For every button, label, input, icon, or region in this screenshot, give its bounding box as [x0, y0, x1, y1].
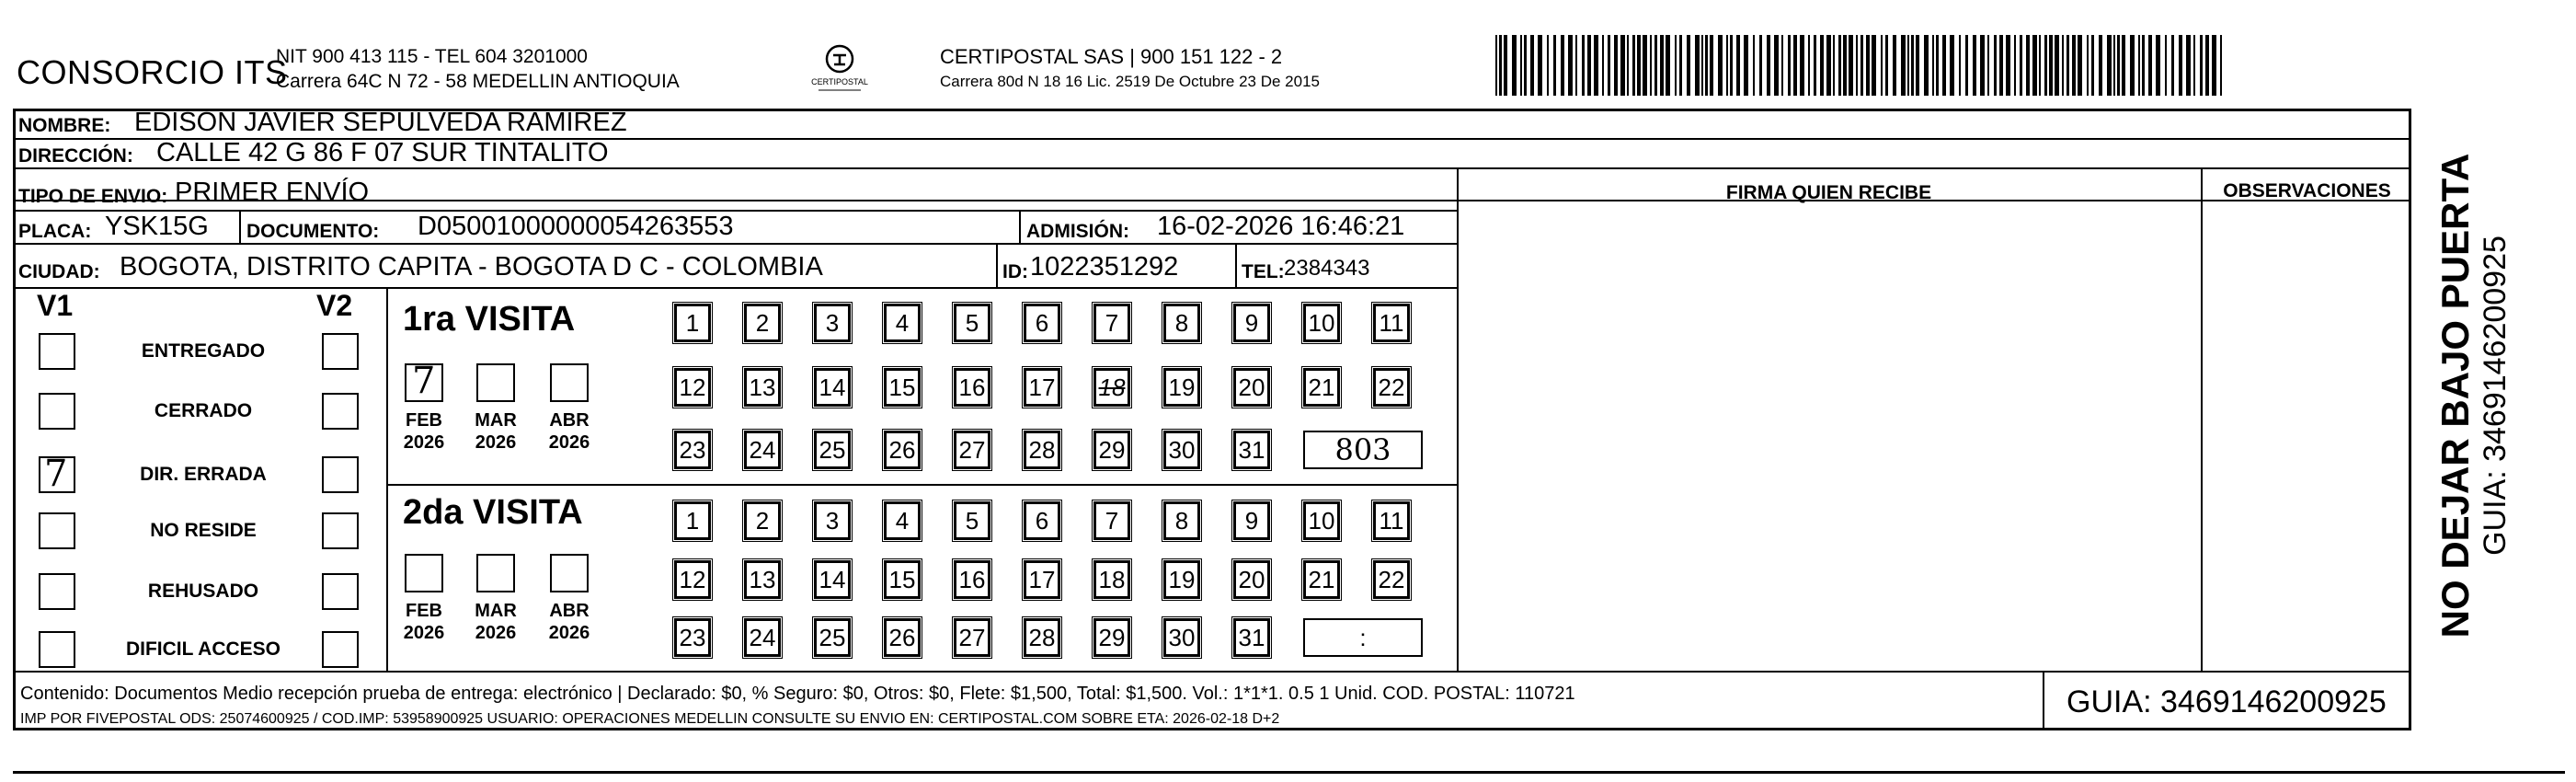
- v1-checkbox[interactable]: [39, 573, 75, 610]
- day-box[interactable]: 24: [744, 618, 781, 657]
- cell-divider: [239, 210, 241, 243]
- status-label: REHUSADO: [147, 581, 259, 602]
- day-box[interactable]: 21: [1303, 560, 1340, 599]
- v2-checkbox[interactable]: [322, 456, 359, 493]
- guia-number: GUIA: 3469146200925: [2067, 684, 2387, 719]
- month-checkbox[interactable]: [550, 363, 589, 402]
- day-box[interactable]: 29: [1093, 431, 1130, 469]
- cell-divider: [996, 243, 998, 287]
- day-box[interactable]: 2: [744, 501, 781, 540]
- day-box[interactable]: 6: [1024, 304, 1060, 342]
- day-box[interactable]: 7: [1093, 304, 1130, 342]
- day-box[interactable]: 9: [1233, 304, 1270, 342]
- status-label: ENTREGADO: [141, 340, 266, 362]
- day-box[interactable]: 23: [674, 431, 711, 469]
- day-box[interactable]: 18: [1093, 368, 1130, 407]
- bottom-edge-line: [13, 771, 2565, 774]
- month-name: MAR: [475, 601, 517, 621]
- tel-value: 2384343: [1284, 256, 1370, 281]
- month-label: [542, 600, 597, 644]
- status-label: DIFICIL ACCESO: [125, 638, 280, 660]
- v1-header: V1: [37, 289, 74, 322]
- day-box[interactable]: 8: [1163, 501, 1200, 540]
- company-name: CONSORCIO ITS: [17, 53, 288, 91]
- month-year: 2026: [475, 623, 517, 643]
- ciudad-value: BOGOTA, DISTRITO CAPITA - BOGOTA D C - COLOMBIA: [120, 252, 823, 282]
- tipo-envio-label: TIPO DE ENVIO:: [18, 186, 168, 207]
- day-box[interactable]: 14: [814, 368, 851, 407]
- admision-label: ADMISIÓN:: [1026, 221, 1129, 242]
- month-year: 2026: [403, 623, 445, 643]
- side-title: NO DEJAR BAJO PUERTA: [2433, 153, 2477, 638]
- status-label: DIR. ERRADA: [140, 464, 267, 485]
- day-box[interactable]: 18: [1093, 560, 1130, 599]
- address-line: Carrera 64C N 72 - 58 MEDELLIN ANTIOQUIA: [276, 71, 680, 92]
- logo-text: CERTIPOSTAL: [811, 77, 868, 86]
- tipo-envio-value: PRIMER ENVÍO: [175, 178, 370, 207]
- month-name: MAR: [475, 410, 517, 431]
- day-box[interactable]: 3: [814, 304, 851, 342]
- visit-divider: [386, 484, 1457, 486]
- ciudad-label: CIUDAD:: [18, 261, 100, 282]
- v1-checkbox[interactable]: [39, 333, 75, 370]
- handwritten-mark: 7: [412, 360, 436, 402]
- day-box[interactable]: 4: [884, 304, 921, 342]
- day-box[interactable]: 17: [1024, 368, 1060, 407]
- day-box[interactable]: 30: [1163, 618, 1200, 657]
- day-box[interactable]: 11: [1373, 304, 1410, 342]
- day-box[interactable]: 29: [1093, 618, 1130, 657]
- v2-checkbox[interactable]: [322, 512, 359, 549]
- placa-label: PLACA:: [18, 221, 92, 242]
- visit1-title: 1ra VISITA: [403, 300, 576, 339]
- day-box[interactable]: 28: [1024, 431, 1060, 469]
- time-box[interactable]: 803: [1303, 431, 1423, 469]
- day-box[interactable]: 5: [954, 304, 990, 342]
- day-box[interactable]: 23: [674, 618, 711, 657]
- day-box[interactable]: 1: [674, 501, 711, 540]
- month-label: [468, 409, 523, 454]
- carrier-info: [940, 44, 1320, 94]
- month-checkbox[interactable]: [405, 360, 443, 402]
- day-box[interactable]: 5: [954, 501, 990, 540]
- month-year: 2026: [548, 623, 590, 643]
- day-box[interactable]: 20: [1233, 560, 1270, 599]
- month-label: [396, 409, 452, 454]
- cell-divider: [1019, 210, 1021, 243]
- id-value: 1022351292: [1030, 252, 1179, 282]
- day-box[interactable]: 21: [1303, 368, 1340, 407]
- month-year: 2026: [548, 432, 590, 453]
- day-box[interactable]: 12: [674, 560, 711, 599]
- day-box[interactable]: 13: [744, 368, 781, 407]
- month-checkbox[interactable]: [405, 554, 443, 592]
- day-box[interactable]: 20: [1233, 368, 1270, 407]
- placa-value: YSK15G: [105, 212, 209, 241]
- month-label: [468, 600, 523, 644]
- nombre-label: NOMBRE:: [18, 115, 111, 136]
- day-box[interactable]: 17: [1024, 560, 1060, 599]
- day-box[interactable]: 31: [1233, 618, 1270, 657]
- day-box[interactable]: 31: [1233, 431, 1270, 469]
- month-label: [396, 600, 452, 644]
- day-box[interactable]: 2: [744, 304, 781, 342]
- nombre-value: EDISON JAVIER SEPULVEDA RAMIREZ: [134, 108, 627, 137]
- footer-contenido: Contenido: Documentos Medio recepción prueba de entrega: electrónico | Declarado: $0, % Seguro: $0, Otros: $0, Flete: $1,500, Total: $1,500. Vol.: 1*1*1. 0.5 1 Unid. COD. POSTAL: 110721: [20, 684, 1575, 704]
- month-checkbox[interactable]: [476, 554, 515, 592]
- day-box[interactable]: 24: [744, 431, 781, 469]
- footer-impresion: IMP POR FIVEPOSTAL ODS: 25074600925 / COD.IMP: 53958900925 USUARIO: OPERACIONES MEDELLIN CONSULTE SU ENVIO EN: CERTIPOSTAL.COM SOBRE ETA: 2026-02-18 D+2: [20, 711, 1280, 727]
- day-box[interactable]: 15: [884, 368, 921, 407]
- day-box[interactable]: 28: [1024, 618, 1060, 657]
- day-box[interactable]: 8: [1163, 304, 1200, 342]
- day-box[interactable]: 22: [1373, 368, 1410, 407]
- side-notice: [2434, 154, 2513, 638]
- visit2-title: 2da VISITA: [403, 493, 583, 532]
- day-box[interactable]: 30: [1163, 431, 1200, 469]
- day-box[interactable]: 4: [884, 501, 921, 540]
- documento-value: D05001000000054263553: [418, 212, 734, 241]
- v1-checkbox[interactable]: [39, 631, 75, 668]
- status-label: CERRADO: [154, 400, 253, 421]
- day-box[interactable]: 27: [954, 431, 990, 469]
- time-box[interactable]: :: [1303, 618, 1423, 657]
- certipostal-logo: [807, 37, 872, 101]
- day-box[interactable]: 25: [814, 431, 851, 469]
- documento-label: DOCUMENTO:: [246, 221, 380, 242]
- day-box[interactable]: 10: [1303, 304, 1340, 342]
- company-info: [276, 44, 680, 94]
- col-divider: [1457, 167, 1459, 671]
- month-label: [542, 409, 597, 454]
- v2-checkbox[interactable]: [322, 333, 359, 370]
- carrier-address: Carrera 80d N 18 16 Lic. 2519 De Octubre 23 De 2015: [940, 73, 1320, 90]
- day-box[interactable]: 10: [1303, 501, 1340, 540]
- day-box[interactable]: 1: [674, 304, 711, 342]
- admision-value: 16-02-2026 16:46:21: [1157, 212, 1405, 241]
- day-box[interactable]: 19: [1163, 560, 1200, 599]
- cell-divider: [386, 287, 388, 671]
- month-name: FEB: [406, 601, 442, 621]
- day-box[interactable]: 3: [814, 501, 851, 540]
- day-box[interactable]: 16: [954, 560, 990, 599]
- day-box[interactable]: 7: [1093, 501, 1130, 540]
- month-year: 2026: [475, 432, 517, 453]
- v2-checkbox[interactable]: [322, 573, 359, 610]
- firma-header: FIRMA QUIEN RECIBE: [1725, 182, 1932, 203]
- col-divider: [2201, 167, 2203, 671]
- v1-checkbox[interactable]: [39, 393, 75, 430]
- day-box[interactable]: 11: [1373, 501, 1410, 540]
- day-box[interactable]: 9: [1233, 501, 1270, 540]
- day-box[interactable]: 22: [1373, 560, 1410, 599]
- status-label: NO RESIDE: [150, 520, 257, 541]
- v2-checkbox[interactable]: [322, 631, 359, 668]
- v2-header: V2: [316, 289, 353, 322]
- day-box[interactable]: 6: [1024, 501, 1060, 540]
- cell-divider: [1235, 243, 1237, 287]
- day-box[interactable]: 19: [1163, 368, 1200, 407]
- month-name: ABR: [549, 410, 590, 431]
- direccion-label: DIRECCIÓN:: [18, 145, 133, 167]
- row-divider: [13, 243, 1457, 245]
- id-label: ID:: [1002, 261, 1028, 282]
- month-name: ABR: [549, 601, 590, 621]
- carrier-line: CERTIPOSTAL SAS | 900 151 122 - 2: [940, 45, 1283, 68]
- nit-line: NIT 900 413 115 - TEL 604 3201000: [276, 46, 588, 67]
- day-box[interactable]: 15: [884, 560, 921, 599]
- day-box[interactable]: 25: [814, 618, 851, 657]
- row-divider: [13, 287, 1457, 289]
- month-checkbox[interactable]: [476, 363, 515, 402]
- barcode-icon: [1495, 35, 2226, 96]
- v1-checkbox[interactable]: [39, 453, 75, 495]
- direccion-value: CALLE 42 G 86 F 07 SUR TINTALITO: [156, 138, 609, 167]
- tel-label: TEL:: [1242, 261, 1285, 282]
- guia-box: [2043, 671, 2410, 729]
- side-guia: GUIA: 3469146200925: [2478, 236, 2513, 556]
- v2-checkbox[interactable]: [322, 393, 359, 430]
- month-checkbox[interactable]: [550, 554, 589, 592]
- day-box[interactable]: 14: [814, 560, 851, 599]
- day-box[interactable]: 13: [744, 560, 781, 599]
- day-box[interactable]: 16: [954, 368, 990, 407]
- day-box[interactable]: 12: [674, 368, 711, 407]
- observaciones-header: OBSERVACIONES: [2223, 180, 2391, 201]
- day-box[interactable]: 26: [884, 618, 921, 657]
- day-box[interactable]: 27: [954, 618, 990, 657]
- day-box[interactable]: 26: [884, 431, 921, 469]
- month-year: 2026: [403, 432, 445, 453]
- handwritten-mark: 7: [44, 453, 68, 495]
- month-name: FEB: [406, 410, 442, 431]
- v1-checkbox[interactable]: [39, 512, 75, 549]
